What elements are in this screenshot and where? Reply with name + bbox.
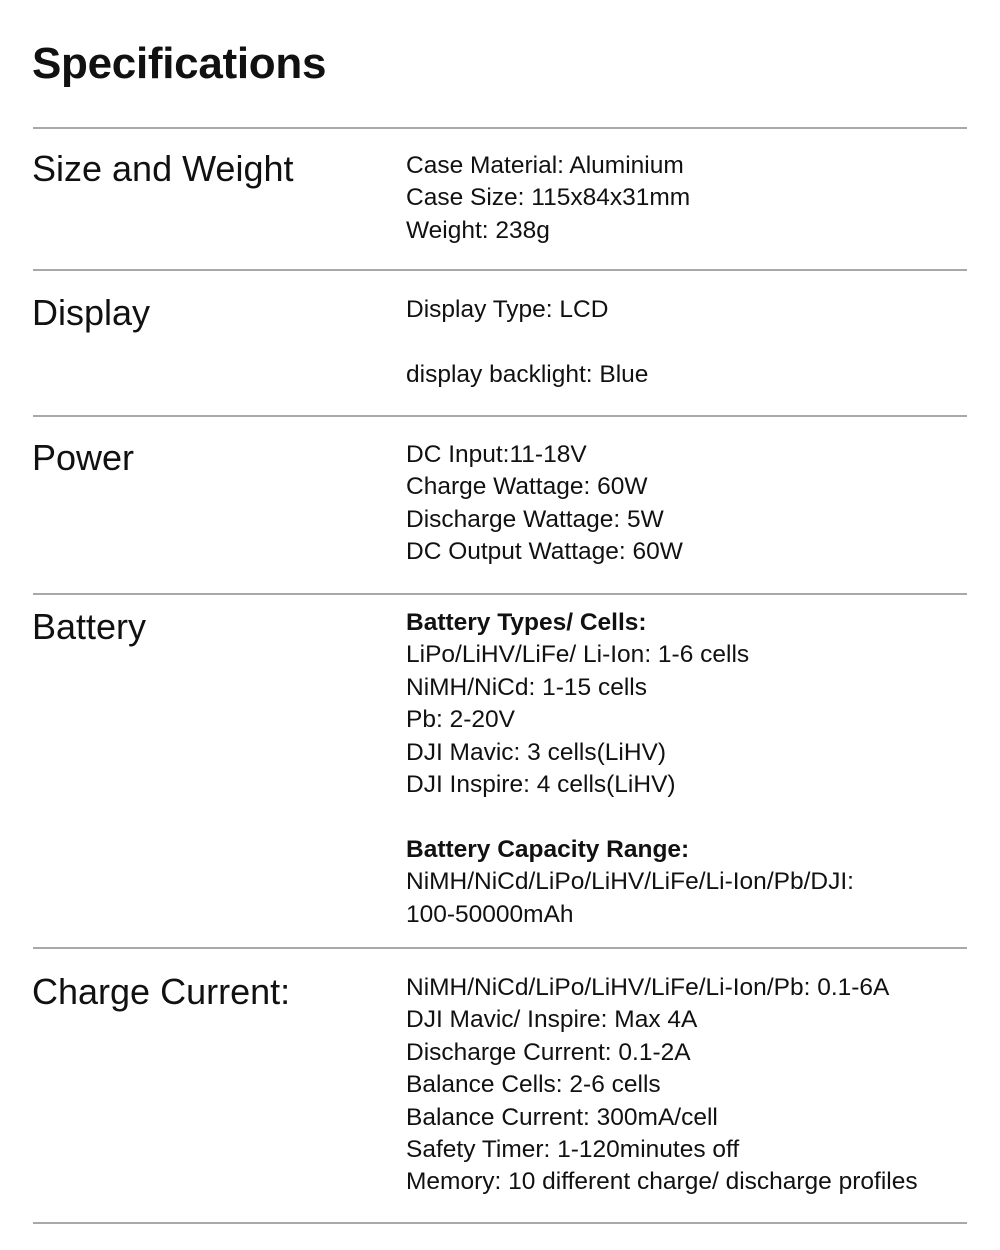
section-label-display: Display [32,292,151,333]
spec-line: NiMH/NiCd/LiPo/LiHV/LiFe/Li-Ion/Pb/DJI: [406,868,854,896]
section-divider [33,415,967,417]
spec-heading: Battery Types/ Cells: [406,609,647,636]
spec-line: Weight: 238g [406,216,550,244]
section-label-power: Power [32,437,135,478]
spec-line: Charge Wattage: 60W [406,473,648,501]
section-body-battery [406,607,986,931]
spec-line: display backlight: Blue [406,360,649,388]
section-divider [33,127,967,129]
section-divider [33,1222,967,1224]
spec-line: NiMH/NiCd/LiPo/LiHV/LiFe/Li-Ion/Pb: 0.1-6A [406,974,890,1001]
spec-line: LiPo/LiHV/LiFe/ Li-Ion: 1-6 cells [406,641,750,669]
section-body-charge-current [406,972,986,1199]
section-body-power [406,439,986,569]
spec-line: DJI Mavic/ Inspire: Max 4A [406,1006,698,1034]
spec-line: 100-50000mAh [406,900,574,928]
section-divider [33,947,967,949]
spec-line: NiMH/NiCd: 1-15 cells [406,673,647,701]
spec-line: Case Size: 115x84x31mm [406,184,691,212]
spec-line: DJI Mavic: 3 cells(LiHV) [406,738,667,766]
spec-line: Discharge Current: 0.1-2A [406,1038,691,1066]
spec-line: DC Input:11-18V [406,441,587,468]
section-label-battery: Battery [32,606,147,647]
spec-line: Pb: 2-20V [406,706,515,734]
page-title: Specifications [32,39,327,88]
section-label-charge-current: Charge Current: [32,971,291,1012]
spec-line: Discharge Wattage: 5W [406,505,664,533]
spec-line: Memory: 10 different charge/ discharge profiles [406,1168,918,1196]
spec-gap [406,801,986,833]
section-label-size-and-weight: Size and Weight [32,148,294,189]
spec-gap [406,326,986,358]
spec-line: Display Type: LCD [406,296,609,323]
section-body-display [406,294,986,391]
spec-line: DJI Inspire: 4 cells(LiHV) [406,771,676,799]
section-divider [33,593,967,595]
spec-line: DC Output Wattage: 60W [406,538,683,566]
spec-line: Balance Cells: 2-6 cells [406,1071,661,1099]
spec-heading: Battery Capacity Range: [406,835,690,863]
section-body-size-and-weight [406,150,986,247]
spec-line: Case Material: Aluminium [406,152,684,179]
section-divider [33,269,967,271]
spec-line: Balance Current: 300mA/cell [406,1103,718,1131]
spec-line: Safety Timer: 1-120minutes off [406,1136,740,1164]
